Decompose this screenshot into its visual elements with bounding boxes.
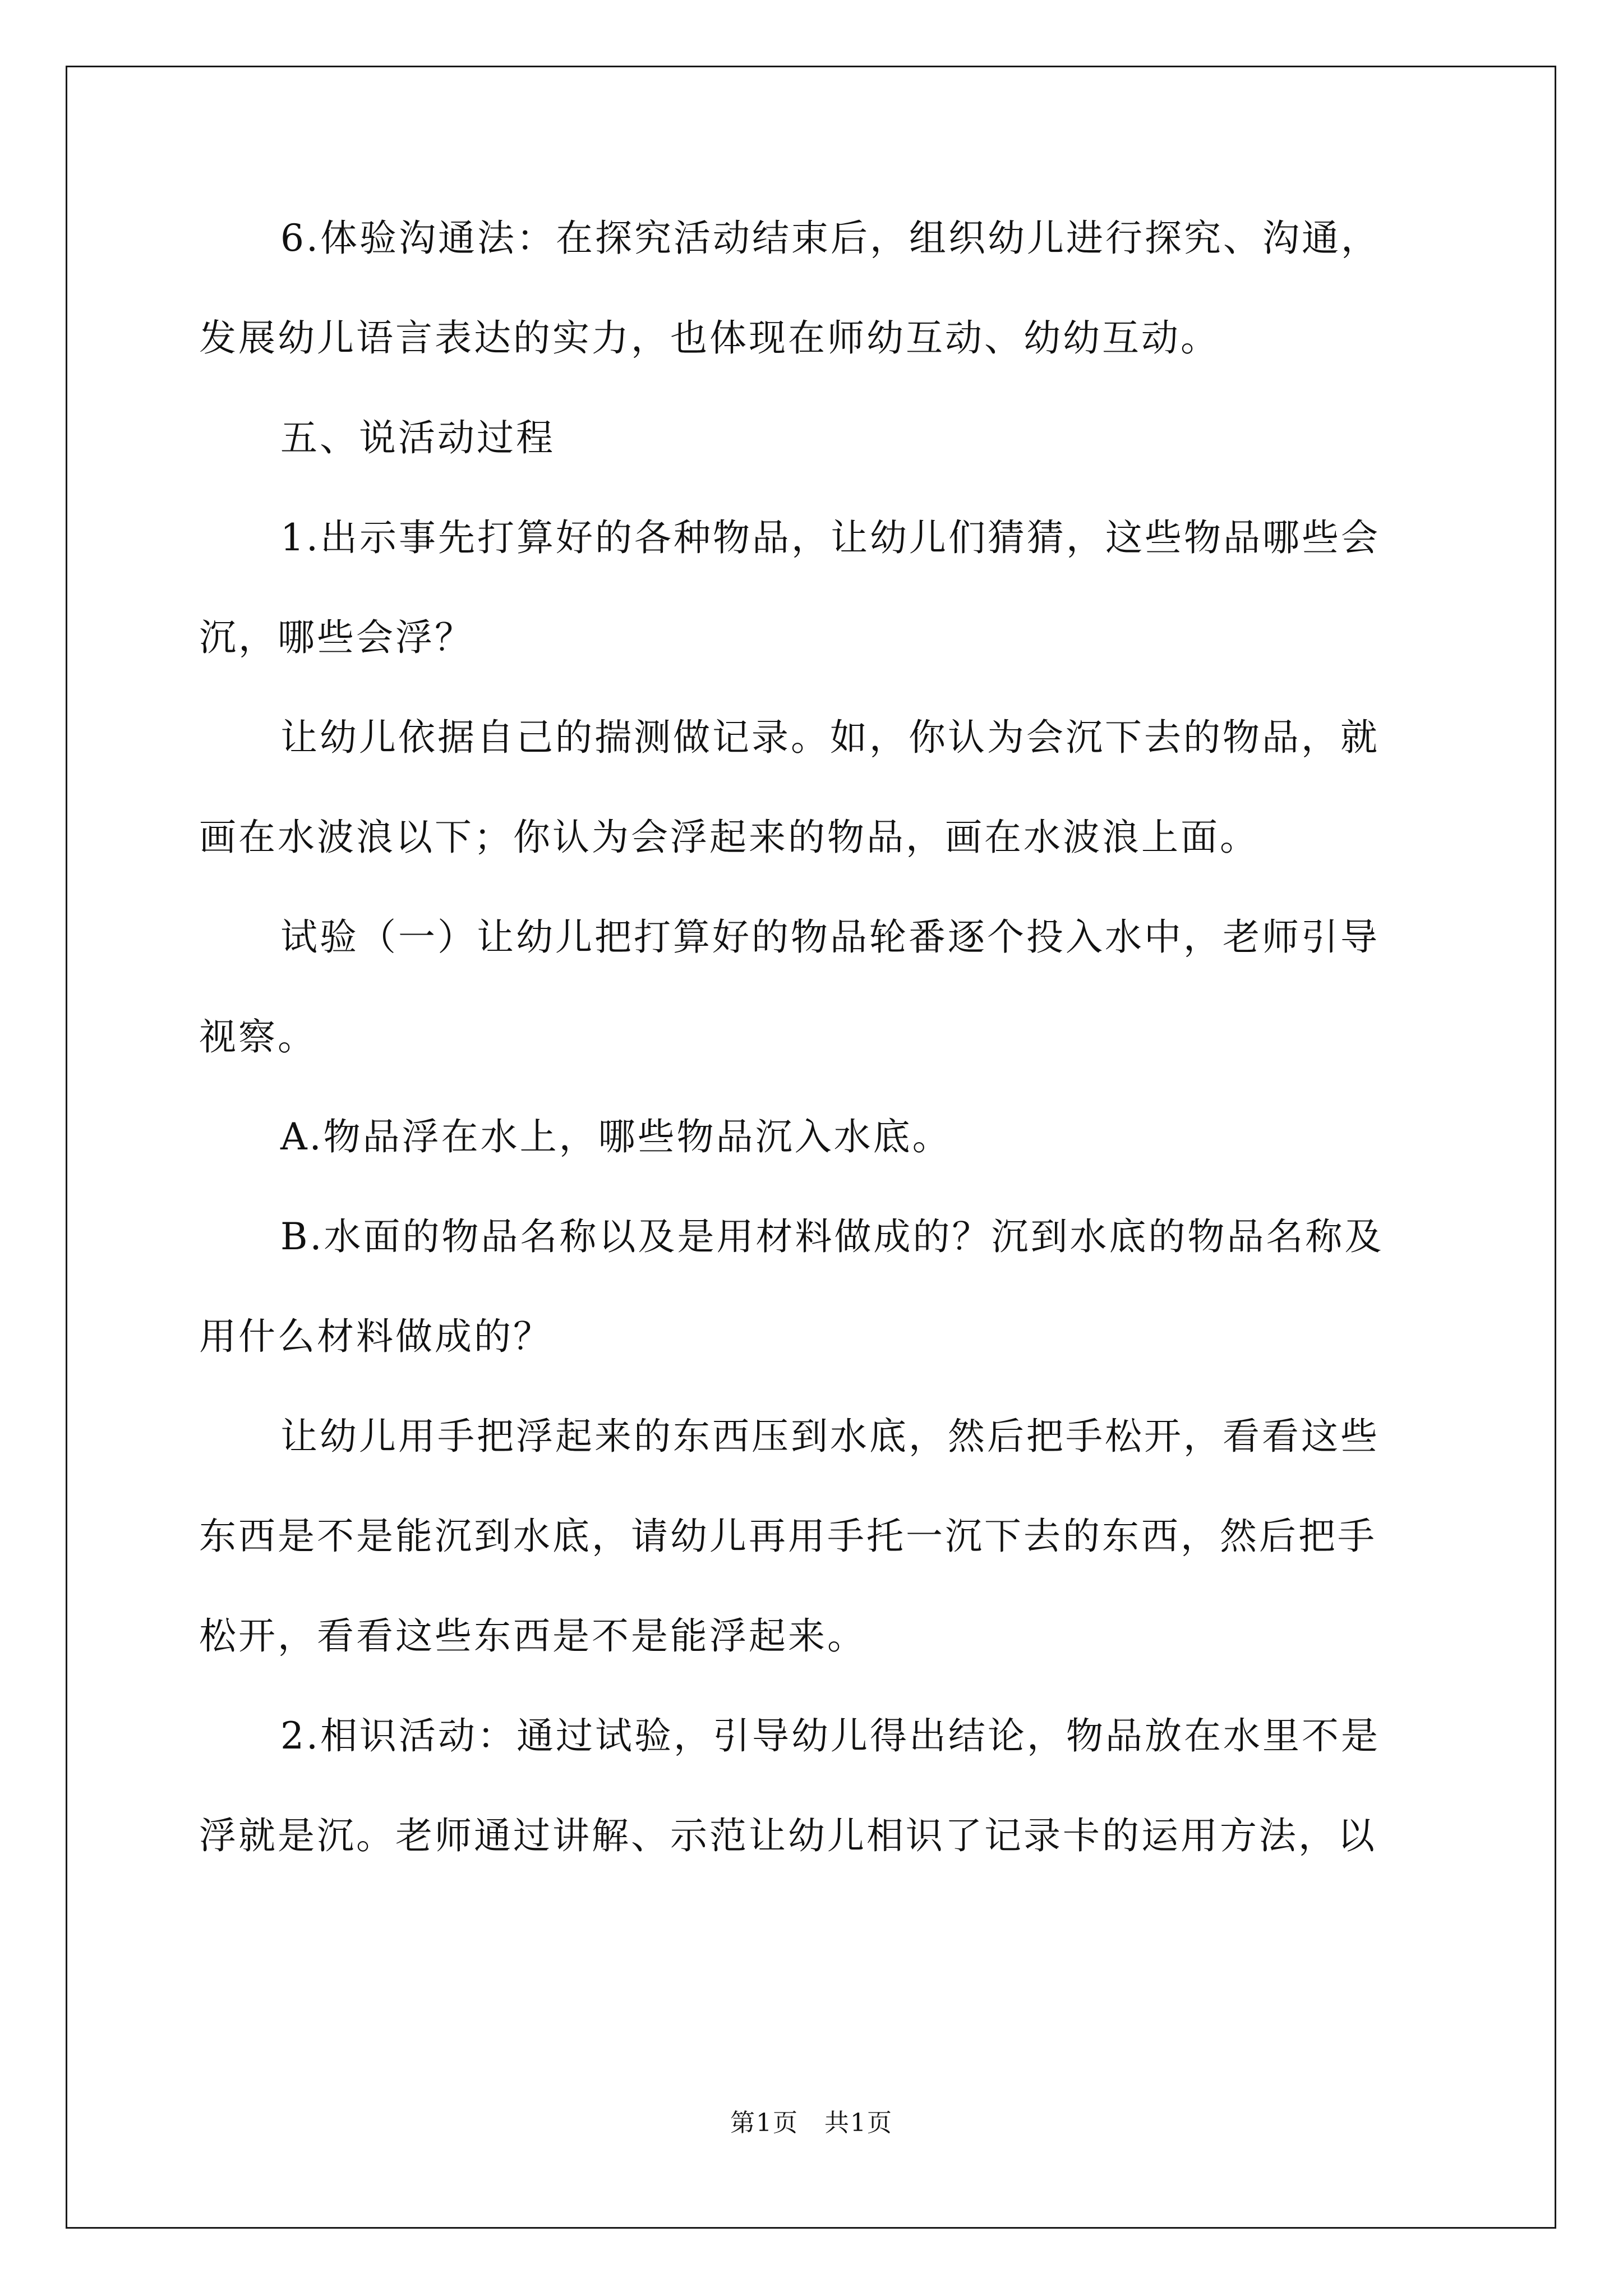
paragraph-line: 视察。 <box>199 1015 317 1059</box>
paragraph-line: B.水面的物品名称以及是用材料做成的？沉到水底的物品名称及 <box>280 1215 1384 1258</box>
paragraph-line: 1.出示事先打算好的各种物品，让幼儿们猜猜，这些物品哪些会 <box>280 516 1380 559</box>
paragraph-line: 东西是不是能沉到水底，请幼儿再用手托一沉下去的东西，然后把手 <box>199 1515 1377 1558</box>
paragraph-line: 发展幼儿语言表达的实力，也体现在师幼互动、幼幼互动。 <box>199 316 1220 360</box>
paragraph-line: 让幼儿用手把浮起来的东西压到水底，然后把手松开，看看这些 <box>280 1415 1380 1458</box>
paragraph-line: 试验（一）让幼儿把打算好的物品轮番逐个投入水中，老师引导 <box>280 915 1380 959</box>
paragraph-line: 让幼儿依据自己的揣测做记录。如，你认为会沉下去的物品，就 <box>280 716 1380 759</box>
paragraph-line: 6.体验沟通法：在探究活动结束后，组织幼儿进行探究、沟通， <box>280 217 1380 260</box>
section-heading: 五、说活动过程 <box>280 416 555 459</box>
paragraph-line: 画在水波浪以下；你认为会浮起来的物品，画在水波浪上面。 <box>199 816 1259 859</box>
paragraph-line: 松开，看看这些东西是不是能浮起来。 <box>199 1614 866 1658</box>
paragraph-line: 浮就是沉。老师通过讲解、示范让幼儿相识了记录卡的运用方法，以 <box>199 1814 1377 1857</box>
paragraph-line: 2.相识活动：通过试验，引导幼儿得出结论，物品放在水里不是 <box>280 1714 1380 1757</box>
page-number-footer: 第1页 共1页 <box>730 2109 893 2137</box>
paragraph-line: 沉，哪些会浮？ <box>199 616 474 659</box>
paragraph-line: 用什么材料做成的？ <box>199 1315 552 1358</box>
paragraph-line: A.物品浮在水上，哪些物品沉入水底。 <box>280 1115 952 1158</box>
